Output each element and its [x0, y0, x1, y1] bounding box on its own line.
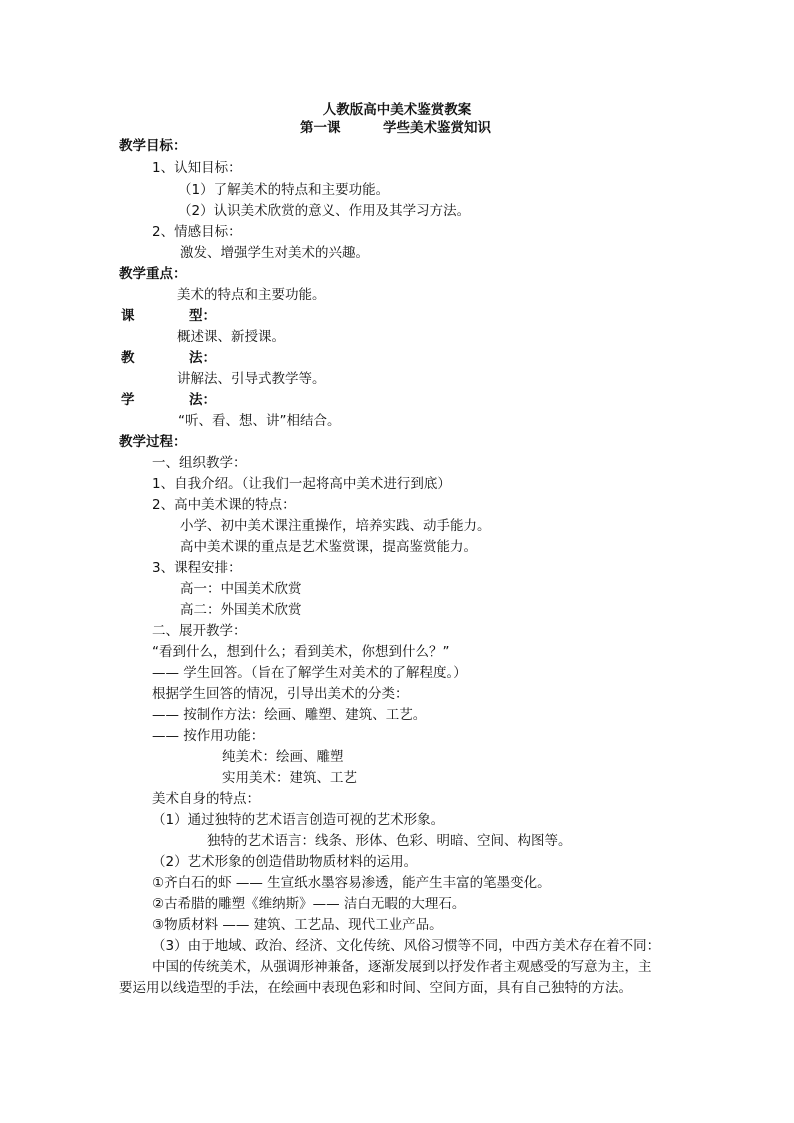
text-line: （3）由于地域、政治、经济、文化传统、风俗习惯等不同，中西方美术存在着不同：: [152, 938, 661, 954]
text-line: ①齐白石的虾 —— 生宣纸水墨容易渗透，能产生丰富的笔墨变化。: [152, 875, 551, 891]
section-heading: 型：: [189, 308, 216, 324]
lesson-title: 学些美术鉴赏知识: [383, 120, 491, 136]
text-line: 美术的特点和主要功能。: [177, 287, 326, 303]
text-line: 1、自我介绍。（让我们一起将高中美术进行到底）: [152, 476, 451, 492]
text-line: 概述课、新授课。: [177, 329, 285, 345]
section-heading: 法：: [189, 350, 216, 366]
text-line: 1、认知目标：: [152, 160, 242, 176]
text-line: 中国的传统美术，从强调形神兼备，逐渐发展到以抒发作者主观感受的写意为主，主: [152, 959, 652, 975]
text-line: 小学、初中美术课注重操作，培养实践、动手能力。: [180, 518, 491, 534]
section-heading: 学: [121, 392, 135, 408]
text-line: 高一：中国美术欣赏: [180, 581, 302, 597]
text-line: （2）艺术形象的创造借助物质材料的运用。: [152, 854, 418, 870]
text-line: —— 按制作方法：绘画、雕塑、建筑、工艺。: [152, 707, 427, 723]
section-heading: 教学重点：: [119, 266, 187, 282]
text-line: （1）通过独特的艺术语言创造可视的艺术形象。: [152, 812, 445, 828]
text-line: 高二：外国美术欣赏: [180, 602, 302, 618]
lesson-number: 第一课: [300, 120, 341, 136]
text-line: 激发、增强学生对美术的兴趣。: [180, 245, 369, 261]
text-line: （2）认识美术欣赏的意义、作用及其学习方法。: [178, 203, 471, 219]
text-line: “看到什么，想到什么；看到美术，你想到什么？”: [152, 644, 450, 660]
text-line: 根据学生回答的情况，引导出美术的分类：: [152, 686, 409, 702]
text-line: 纯美术：绘画、雕塑: [222, 749, 344, 765]
text-line: 3、课程安排：: [152, 560, 242, 576]
text-line: 2、高中美术课的特点：: [152, 497, 296, 513]
text-line: 一、组织教学：: [152, 455, 247, 471]
text-line: 二、展开教学：: [152, 623, 247, 639]
section-heading: 法：: [189, 392, 216, 408]
text-line: 要运用以线造型的手法，在绘画中表现色彩和时间、空间方面，具有自己独特的方法。: [119, 980, 632, 996]
text-line: （1）了解美术的特点和主要功能。: [178, 182, 390, 198]
text-line: “听、看、想、讲”相结合。: [178, 413, 341, 429]
text-line: ③物质材料 —— 建筑、工艺品、现代工业产品。: [152, 917, 443, 933]
section-heading: 课: [121, 308, 135, 324]
text-line: 实用美术：建筑、工艺: [222, 770, 357, 786]
text-line: —— 学生回答。（旨在了解学生对美术的了解程度。）: [152, 665, 467, 681]
document-title: 人教版高中美术鉴赏教案: [322, 102, 472, 118]
section-heading: 教学目标：: [119, 138, 187, 154]
section-heading: 教: [121, 350, 135, 366]
text-line: 高中美术课的重点是艺术鉴赏课，提高鉴赏能力。: [180, 539, 477, 555]
text-line: —— 按作用功能：: [152, 728, 265, 744]
text-line: 讲解法、引导式教学等。: [177, 371, 326, 387]
section-heading: 教学过程：: [119, 434, 187, 450]
text-line: 独特的艺术语言：线条、形体、色彩、明暗、空间、构图等。: [207, 833, 572, 849]
text-line: 美术自身的特点：: [152, 791, 260, 807]
text-line: 2、情感目标：: [152, 224, 242, 240]
text-line: ②古希腊的雕塑《维纳斯》—— 洁白无暇的大理石。: [152, 896, 466, 912]
